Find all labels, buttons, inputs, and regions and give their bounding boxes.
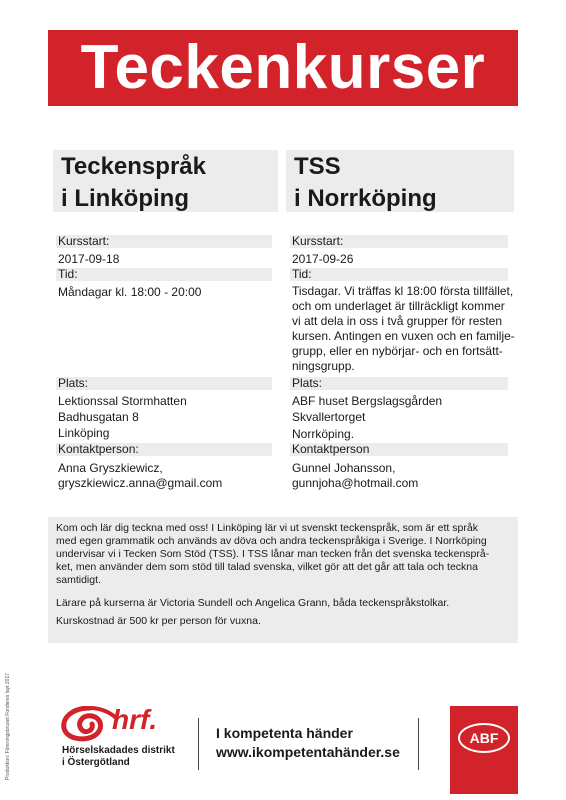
tid-label: Tid: <box>56 268 272 281</box>
production-credit <box>5 662 15 782</box>
website-link[interactable]: www.ikompetentahänder.se <box>216 744 400 760</box>
abf-logo <box>450 706 518 794</box>
tid-label: Tid: <box>290 268 508 281</box>
course-title-line1: TSS <box>294 153 341 180</box>
plats-line: ABF huset Bergslagsgården <box>292 394 443 408</box>
kontakt-email: gunnjoha@hotmail.com <box>292 476 419 490</box>
tid-line: vi att dela in oss i två grupper för resten <box>292 314 503 328</box>
course-title-linkoping <box>53 150 278 212</box>
plats-line: Lektionssal Stormhatten <box>58 394 187 408</box>
course-title-line2: i Norrköping <box>294 185 437 212</box>
kontakt-name: Anna Gryszkiewicz, <box>58 461 163 475</box>
kursstart-label: Kursstart: <box>290 235 508 248</box>
info-line: med egen grammatik och används av döva och andra teckenspråkiga i Sverige. I Norrköping <box>56 535 487 547</box>
info-box <box>48 517 518 643</box>
plats-line: Badhusgatan 8 <box>58 410 139 424</box>
info-line: samtidigt. <box>56 574 101 586</box>
tid-value: Måndagar kl. 18:00 - 20:00 <box>58 285 202 299</box>
footer-divider <box>418 718 419 770</box>
plats-line: Skvallertorget <box>292 410 366 424</box>
info-line: Kom och lär dig teckna med oss! I Linköping lär vi ut svenskt teckenspråk, som är ett språk <box>56 522 478 534</box>
hrf-logo-text: hrf. <box>112 704 158 735</box>
kursstart-value: 2017-09-26 <box>292 252 354 266</box>
info-line: undervisar vi i Tecken Som Stöd (TSS). I TSS lånar man tecken från det svenska teckensprå- <box>56 548 490 560</box>
plats-line: Linköping <box>58 426 110 440</box>
kontakt-label: Kontaktperson <box>290 443 508 456</box>
teachers-text: Lärare på kurserna är Victoria Sundell och Angelica Grann, båda teckenspråkstolkar. <box>56 597 450 609</box>
kontakt-name: Gunnel Johansson, <box>292 461 396 475</box>
kursstart-label: Kursstart: <box>56 235 272 248</box>
production-credit-text: Produktion: Föreningsbruset Fonderes layt 2017 <box>5 672 11 780</box>
slogan: I kompetenta händer <box>216 725 353 741</box>
plats-line: Norrköping. <box>292 427 355 441</box>
course-title-line2: i Linköping <box>61 185 189 212</box>
tid-line: grupp, eller en nybörjar- och en fortsätt- <box>292 344 503 358</box>
course-title-line1: Teckenspråk <box>61 153 206 180</box>
kontakt-label: Kontaktperson: <box>56 443 272 456</box>
tid-line: ningsgrupp. <box>292 359 355 373</box>
hrf-subtitle-line1: Hörselskadades distrikt <box>62 745 175 756</box>
kursstart-value: 2017-09-18 <box>58 252 120 266</box>
tid-line: kursen. Antingen en vuxen och en familje- <box>292 329 515 343</box>
title-banner <box>48 30 518 106</box>
abf-logo-text: ABF <box>469 730 499 746</box>
tid-line: Tisdagar. Vi träffas kl 18:00 första tillfället, <box>292 284 514 298</box>
hrf-swirl-icon <box>60 706 118 742</box>
footer-divider <box>198 718 199 770</box>
hrf-subtitle-line2: i Östergötland <box>62 757 130 768</box>
tid-line: och om underlaget är tillräckligt kommer <box>292 299 505 313</box>
plats-label: Plats: <box>56 377 272 390</box>
course-title-norrkoping <box>286 150 514 212</box>
plats-label: Plats: <box>290 377 508 390</box>
kontakt-email: gryszkiewicz.anna@gmail.com <box>58 476 223 490</box>
cost-text: Kurskostnad är 500 kr per person för vuxna. <box>56 615 261 627</box>
info-line: ket, men använder dem som stöd till talad svenska, vilket gör att det går att tala och teckna <box>56 561 478 573</box>
page-title: Teckenkurser <box>80 33 486 102</box>
